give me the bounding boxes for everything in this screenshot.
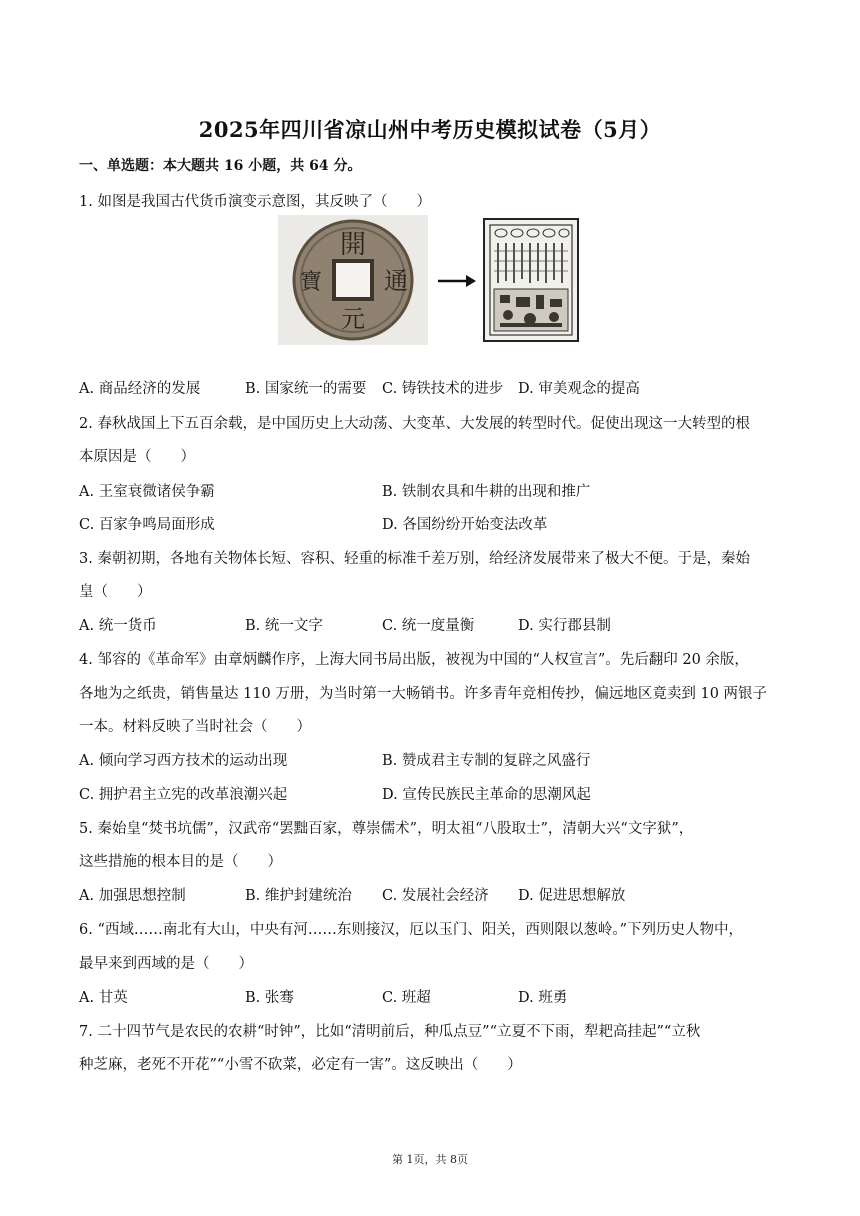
q5-option-b[interactable]: B. 维护封建统治 [245, 888, 352, 904]
q4-option-d[interactable]: D. 宣传民族民主革命的思潮风起 [382, 787, 591, 803]
q6-option-d[interactable]: D. 班勇 [518, 990, 568, 1006]
currency-evolution-diagram [278, 215, 584, 345]
currency-evolution-figure [278, 215, 584, 345]
q3-option-d[interactable]: D. 实行郡县制 [518, 618, 611, 634]
q2-option-a[interactable]: A. 王室衰微诸侯争霸 [79, 484, 215, 500]
q1-option-b[interactable]: B. 国家统一的需要 [245, 381, 367, 397]
q4-option-c[interactable]: C. 拥护君主立宪的改革浪潮兴起 [79, 787, 288, 803]
page-footer: 第 1页，共 8页 [392, 1153, 468, 1166]
question-1-stem: 1. 如图是我国古代货币演变示意图，其反映了（ ） [79, 194, 431, 210]
coin-char-right: 通 [384, 267, 408, 295]
question-4-line-2: 各地为之纸贵，销售量达 110 万册，为当时第一大畅销书。许多青年竞相传抄，偏远地区竟卖到 10 两银子 [79, 686, 768, 702]
q3-option-a[interactable]: A. 统一货币 [79, 618, 157, 634]
q1-option-c[interactable]: C. 铸铁技术的进步 [382, 381, 504, 397]
question-5-line-1: 5. 秦始皇“焚书坑儒”，汉武帝“罢黜百家，尊崇儒术”，明太祖“八股取士”，清朝大兴“文字狱”， [79, 821, 694, 837]
page-title: 2025年四川省凉山州中考历史模拟试卷（5月） [198, 117, 662, 142]
question-3-line-1: 3. 秦朝初期，各地有关物体长短、容积、轻重的标准千差万别，给经济发展带来了极大不便。于是，秦始 [79, 551, 750, 567]
question-4-line-1: 4. 邹容的《革命军》由章炳麟作序，上海大同书局出版，被视为中国的“人权宣言”。先后翻印 20 余版， [79, 652, 749, 668]
q4-option-b[interactable]: B. 赞成君主专制的复辟之风盛行 [382, 753, 591, 769]
question-7-line-2: 种芝麻，老死不开花”“小雪不砍菜，必定有一害”。这反映出（ ） [79, 1057, 522, 1073]
question-4-line-3: 一本。材料反映了当时社会（ ） [79, 719, 311, 735]
question-6-line-1: 6. “西域……南北有大山，中央有河……东则接汉，厄以玉门、阳关，西则限以葱岭。”下列历史人物中， [79, 922, 744, 938]
question-7-line-1: 7. 二十四节气是农民的农耕“时钟”，比如“清明前后，种瓜点豆”“立夏不下雨，犁耙高挂起”“立秋 [79, 1024, 701, 1040]
arrow-right-icon [438, 275, 476, 287]
q1-option-d[interactable]: D. 审美观念的提高 [518, 381, 640, 397]
coin-char-top: 開 [339, 230, 367, 260]
question-2-line-1: 2. 春秋战国上下五百余载，是中国历史上大动荡、大变革、大发展的转型时代。促使出现这一大转型的根 [79, 416, 750, 432]
coin-char-left: 寶 [299, 270, 323, 295]
question-3-line-2: 皇（ ） [79, 584, 152, 600]
q2-option-d[interactable]: D. 各国纷纷开始变法改革 [382, 517, 548, 533]
q4-option-a[interactable]: A. 倾向学习西方技术的运动出现 [79, 753, 288, 769]
q2-option-c[interactable]: C. 百家争鸣局面形成 [79, 517, 215, 533]
question-2-line-2: 本原因是（ ） [79, 449, 195, 465]
q1-option-a[interactable]: A. 商品经济的发展 [79, 381, 201, 397]
question-5-line-2: 这些措施的根本目的是（ ） [79, 854, 282, 870]
coin-char-bottom: 元 [341, 305, 365, 333]
q6-option-b[interactable]: B. 张骞 [245, 990, 294, 1006]
q3-option-c[interactable]: C. 统一度量衡 [382, 618, 475, 634]
q3-option-b[interactable]: B. 统一文字 [245, 618, 323, 634]
q5-option-c[interactable]: C. 发展社会经济 [382, 888, 489, 904]
coin-square-hole [334, 261, 372, 299]
q5-option-a[interactable]: A. 加强思想控制 [79, 888, 186, 904]
q2-option-b[interactable]: B. 铁制农具和牛耕的出现和推广 [382, 484, 591, 500]
paper-money-jiaozi-icon [484, 219, 578, 341]
section-heading: 一、单选题：本大题共 16 小题，共 64 分。 [79, 158, 362, 174]
question-6-line-2: 最早来到西域的是（ ） [79, 956, 253, 972]
q6-option-a[interactable]: A. 甘英 [79, 990, 128, 1006]
q6-option-c[interactable]: C. 班超 [382, 990, 431, 1006]
q5-option-d[interactable]: D. 促进思想解放 [518, 888, 626, 904]
